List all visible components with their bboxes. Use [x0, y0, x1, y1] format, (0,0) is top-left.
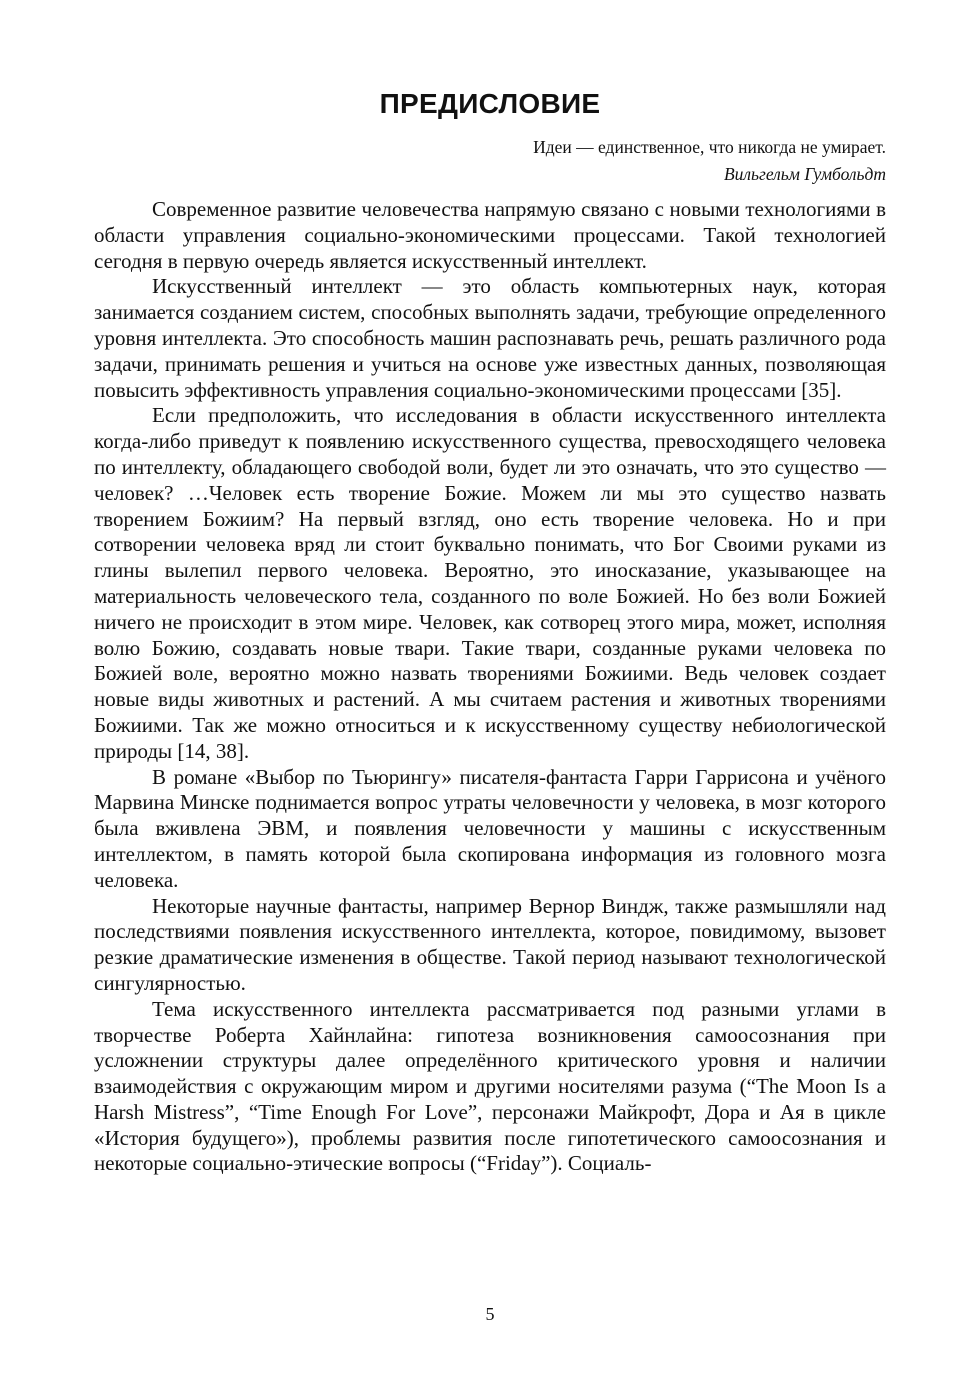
paragraph: Некоторые научные фантасты, например Вернор Виндж, также размышляли над последствиями появления искусственного интеллекта, которое, повидимому, вызовет резкие драматические изменения в обществе. Такой период называют технологической сингулярностью.	[94, 893, 886, 995]
epigraph-author: Вильгельм Гумбольдт	[723, 164, 886, 184]
paragraph: Современное развитие человечества напрямую связано с новыми технологиями в области управления социально-экономическими процессами. Такой технологией сегодня в первую очередь является искусственный интеллект.	[94, 197, 886, 273]
body-text	[94, 197, 886, 1177]
paragraph: Тема искусственного интеллекта рассматривается под разными углами в творчестве Роберта Хайнлайна: гипотеза возникновения самоосознания при усложнении структуры далее определённого критического уровня и наличии взаимодействия с окружающим миром и другими носителями разума (“The Moon Is a Harsh Mistress”, “Time Enough For Love”, персонажи Майкрофт, Дора и Ая в цикле «История будущего»), проблемы развития после гипотетического самоосознания и некоторые социально-этические вопросы (“Friday”). Социаль-	[94, 996, 886, 1176]
paragraph: Если предположить, что исследования в области искусственного интеллекта когда-либо приведут к появлению искусственного существа, превосходящего человека по интеллекту, обладающего свободой воли, будет ли это означать, что это существо — человек? …Человек есть творение Божие. Можем ли мы это существо назвать творением Божиим? На первый взгляд, оно есть творение человека. Но и при сотворении человека вряд ли стоит буквально понимать, что Бог Своими руками из глины вылепил первого человека. Вероятно, это иносказание, указывающее на материальность человеческого тела, созданного по воле Божией. Но без воли Божией ничего не происходит в этом мире. Человек, как сотворец этого мира, может, исполняя волю Божию, создавать новые твари. Такие твари, созданные руками человека по Божией воле, вероятно можно назвать творениями Божиими. Ведь человек создает новые виды животных и растений. А мы считаем растения и животных творениями Божиими. Так же можно относиться и к искусственному существу небиологической природы [14, 38].	[94, 403, 886, 763]
paragraph: Искусственный интеллект — это область компьютерных наук, которая занимается созданием систем, способных выполнять задачи, требующие определенного уровня интеллекта. Это способность машин распознавать речь, решать различного рода задачи, принимать решения и учиться на основе уже известных данных, позволяющая повысить эффективность управления социально-экономическими процессами [35].	[94, 274, 886, 402]
page-title: ПРЕДИСЛОВИЕ	[379, 88, 601, 119]
epigraph-quote: Идеи — единственное, что никогда не умирает.	[533, 137, 886, 157]
page-number: 5	[485, 1304, 495, 1324]
epigraph	[94, 134, 886, 188]
paragraph: В романе «Выбор по Тьюрингу» писателя-фантаста Гарри Гаррисона и учёного Марвина Минске поднимается вопрос утраты человечности у человека, в мозг которого была вживлена ЭВМ, и появления человечности у машины с искусственным интеллектом, в память которой была скопирована информация из головного мозга человека.	[94, 764, 886, 892]
document-page	[94, 88, 886, 1177]
